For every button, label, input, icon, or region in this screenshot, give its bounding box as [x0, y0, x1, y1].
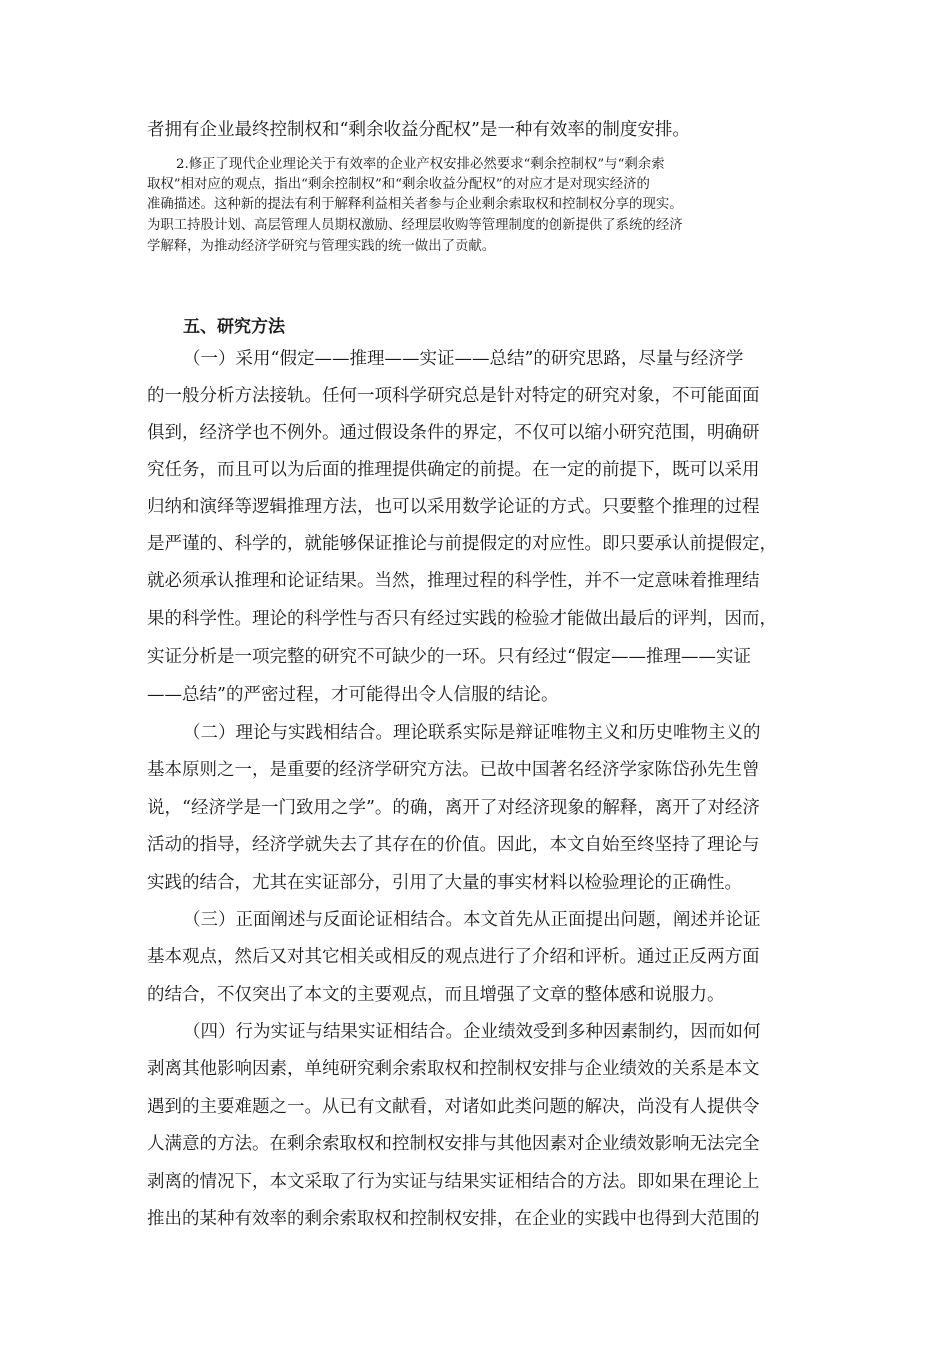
- paragraph-line: 剥离其他影响因素，单纯研究剩余索取权和控制权安排与企业绩效的关系是本文: [147, 1059, 760, 1079]
- point-2-line: 学解释，为推动经济学研究与管理实践的统一做出了贡献。: [147, 239, 496, 254]
- point-2-line: 为职工持股计划、高层管理人员期权激励、经理层收购等管理制度的创新提供了系统的经济: [147, 218, 683, 233]
- point-2-line: 准确描述。这种新的提法有利于解释利益相关者参与企业剩余索取权和控制权分享的现实。: [147, 197, 683, 212]
- paragraph-line: （三）正面阐述与反面论证相结合。本文首先从正面提出问题，阐述并论证: [183, 910, 761, 930]
- point-2-line: 2.修正了现代企业理论关于有效率的企业产权安排必然要求“剩余控制权”与“剩余索: [176, 157, 665, 172]
- paragraph-line: 就必须承认推理和论证结果。当然，推理过程的科学性，并不一定意味着推理结: [147, 571, 760, 591]
- paragraph-line: 说，“经济学是一门致用之学”。的确，离开了对经济现象的解释，离开了对经济: [147, 798, 760, 818]
- intro-line: 者拥有企业最终控制权和“剩余收益分配权”是一种有效率的制度安排。: [147, 120, 690, 140]
- paragraph-line: 果的科学性。理论的科学性与否只有经过实践的检验才能做出最后的评判，因而，: [147, 609, 777, 629]
- paragraph-line: 基本观点，然后又对其它相关或相反的观点进行了介绍和评析。通过正反两方面: [147, 947, 760, 967]
- paragraph-line: 实践的结合，尤其在实证部分，引用了大量的事实材料以检验理论的正确性。: [147, 873, 742, 893]
- paragraph-line: 的一般分析方法接轨。任何一项科学研究总是针对特定的研究对象，不可能面面: [147, 386, 760, 406]
- paragraph-line: ——总结”的严密过程，才可能得出令人信服的结论。: [147, 685, 559, 705]
- paragraph-line: 俱到，经济学也不例外。通过假设条件的界定，不仅可以缩小研究范围，明确研: [147, 423, 760, 443]
- paragraph-line: 剥离的情况下，本文采取了行为实证与结果实证相结合的方法。即如果在理论上: [147, 1172, 760, 1192]
- paragraph-line: 的结合，不仅突出了本文的主要观点，而且增强了文章的整体感和说服力。: [147, 985, 725, 1005]
- paragraph-line: 人满意的方法。在剩余索取权和控制权安排与其他因素对企业绩效影响无法完全: [147, 1134, 760, 1154]
- paragraph-line: （二）理论与实践相结合。理论联系实际是辩证唯物主义和历史唯物主义的: [183, 723, 761, 743]
- paragraph-line: 究任务，而且可以为后面的推理提供确定的前提。在一定的前提下，既可以采用: [147, 460, 760, 480]
- paragraph-line: 推出的某种有效率的剩余索取权和控制权安排，在企业的实践中也得到大范围的: [147, 1209, 760, 1229]
- paragraph-line: 是严谨的、科学的，就能够保证推论与前提假定的对应性。即只要承认前提假定，: [147, 534, 777, 554]
- paragraph-line: 遇到的主要难题之一。从已有文献看，对诸如此类问题的解决，尚没有人提供令: [147, 1097, 760, 1117]
- paragraph-line: （四）行为实证与结果实证相结合。企业绩效受到多种因素制约，因而如何: [183, 1022, 761, 1042]
- paragraph-line: 实证分析是一项完整的研究不可缺少的一环。只有经过“假定——推理——实证: [147, 647, 751, 667]
- paragraph-line: 归纳和演绎等逻辑推理方法，也可以采用数学论证的方式。只要整个推理的过程: [147, 497, 760, 517]
- paragraph-line: 活动的指导，经济学就失去了其存在的价值。因此，本文自始至终坚持了理论与: [147, 835, 760, 855]
- section-heading: 五、研究方法: [183, 317, 285, 337]
- paragraph-line: （一）采用“假定——推理——实证——总结”的研究思路，尽量与经济学: [183, 349, 744, 369]
- paragraph-line: 基本原则之一，是重要的经济学研究方法。已故中国著名经济学家陈岱孙先生曾: [147, 760, 760, 780]
- point-2-line: 取权”相对应的观点，指出“剩余控制权”和“剩余收益分配权”的对应才是对现实经济的: [147, 177, 650, 192]
